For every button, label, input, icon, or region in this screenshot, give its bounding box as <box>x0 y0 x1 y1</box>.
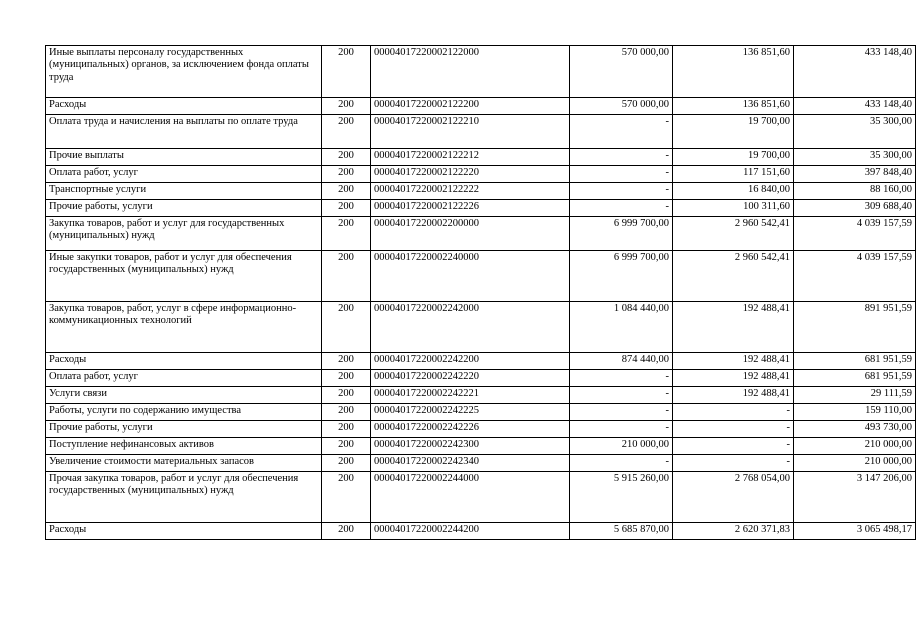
row-label: Прочие выплаты <box>46 149 322 166</box>
row-classification-code: 00004017220002242340 <box>371 455 570 472</box>
row-label: Оплата работ, услуг <box>46 166 322 183</box>
row-executed-amount: 2 960 542,41 <box>673 251 794 302</box>
row-executed-amount: 136 851,60 <box>673 46 794 98</box>
row-line-code: 200 <box>322 115 371 149</box>
row-remaining-amount: 35 300,00 <box>794 115 916 149</box>
row-line-code: 200 <box>322 353 371 370</box>
row-remaining-amount: 681 951,59 <box>794 353 916 370</box>
row-approved-amount: - <box>570 404 673 421</box>
row-label: Оплата труда и начисления на выплаты по оплате труда <box>46 115 322 149</box>
row-approved-amount: 874 440,00 <box>570 353 673 370</box>
row-approved-amount: 570 000,00 <box>570 46 673 98</box>
row-label: Закупка товаров, работ и услуг для государственных (муниципальных) нужд <box>46 217 322 251</box>
row-executed-amount: - <box>673 438 794 455</box>
row-executed-amount: 136 851,60 <box>673 98 794 115</box>
table-body <box>46 46 916 540</box>
row-executed-amount: 100 311,60 <box>673 200 794 217</box>
row-executed-amount: 19 700,00 <box>673 149 794 166</box>
row-classification-code: 00004017220002242225 <box>371 404 570 421</box>
row-executed-amount: - <box>673 455 794 472</box>
row-label: Прочие работы, услуги <box>46 421 322 438</box>
row-label: Оплата работ, услуг <box>46 370 322 387</box>
table-row <box>46 438 916 455</box>
row-executed-amount: 192 488,41 <box>673 302 794 353</box>
row-label: Иные выплаты персоналу государственных (муниципальных) органов, за исключением фонда оплаты труда <box>46 46 322 98</box>
row-label: Расходы <box>46 98 322 115</box>
table-row <box>46 421 916 438</box>
row-remaining-amount: 493 730,00 <box>794 421 916 438</box>
row-classification-code: 00004017220002242300 <box>371 438 570 455</box>
row-classification-code: 00004017220002122222 <box>371 183 570 200</box>
row-label: Прочие работы, услуги <box>46 200 322 217</box>
row-remaining-amount: 681 951,59 <box>794 370 916 387</box>
table-row <box>46 404 916 421</box>
row-approved-amount: - <box>570 166 673 183</box>
row-remaining-amount: 433 148,40 <box>794 46 916 98</box>
row-executed-amount: 2 960 542,41 <box>673 217 794 251</box>
row-executed-amount: - <box>673 421 794 438</box>
row-line-code: 200 <box>322 438 371 455</box>
row-approved-amount: 5 685 870,00 <box>570 523 673 540</box>
row-executed-amount: 192 488,41 <box>673 387 794 404</box>
row-line-code: 200 <box>322 472 371 523</box>
table-row <box>46 217 916 251</box>
row-remaining-amount: 35 300,00 <box>794 149 916 166</box>
row-executed-amount: 192 488,41 <box>673 370 794 387</box>
table-row <box>46 302 916 353</box>
row-label: Расходы <box>46 353 322 370</box>
row-label: Закупка товаров, работ, услуг в сфере информационно-коммуникационных технологий <box>46 302 322 353</box>
table-row <box>46 472 916 523</box>
row-remaining-amount: 4 039 157,59 <box>794 217 916 251</box>
row-approved-amount: - <box>570 370 673 387</box>
row-classification-code: 00004017220002122000 <box>371 46 570 98</box>
row-line-code: 200 <box>322 302 371 353</box>
row-line-code: 200 <box>322 523 371 540</box>
row-classification-code: 00004017220002242200 <box>371 353 570 370</box>
row-classification-code: 00004017220002242226 <box>371 421 570 438</box>
row-classification-code: 00004017220002240000 <box>371 251 570 302</box>
row-classification-code: 00004017220002242000 <box>371 302 570 353</box>
table-row <box>46 46 916 98</box>
table-row <box>46 98 916 115</box>
row-remaining-amount: 29 111,59 <box>794 387 916 404</box>
row-label: Иные закупки товаров, работ и услуг для обеспечения государственных (муниципальных) нужд <box>46 251 322 302</box>
table-row <box>46 370 916 387</box>
row-executed-amount: 117 151,60 <box>673 166 794 183</box>
row-approved-amount: 1 084 440,00 <box>570 302 673 353</box>
table-row <box>46 455 916 472</box>
row-label: Увеличение стоимости материальных запасов <box>46 455 322 472</box>
row-classification-code: 00004017220002244000 <box>371 472 570 523</box>
table-row <box>46 200 916 217</box>
row-executed-amount: 19 700,00 <box>673 115 794 149</box>
row-classification-code: 00004017220002242221 <box>371 387 570 404</box>
row-classification-code: 00004017220002242220 <box>371 370 570 387</box>
row-executed-amount: - <box>673 404 794 421</box>
row-approved-amount: 5 915 260,00 <box>570 472 673 523</box>
row-executed-amount: 192 488,41 <box>673 353 794 370</box>
row-executed-amount: 16 840,00 <box>673 183 794 200</box>
row-remaining-amount: 4 039 157,59 <box>794 251 916 302</box>
row-classification-code: 00004017220002122210 <box>371 115 570 149</box>
row-line-code: 200 <box>322 183 371 200</box>
row-remaining-amount: 397 848,40 <box>794 166 916 183</box>
row-remaining-amount: 891 951,59 <box>794 302 916 353</box>
row-line-code: 200 <box>322 387 371 404</box>
row-remaining-amount: 210 000,00 <box>794 455 916 472</box>
table-row <box>46 251 916 302</box>
row-classification-code: 00004017220002200000 <box>371 217 570 251</box>
row-approved-amount: - <box>570 455 673 472</box>
row-approved-amount: 6 999 700,00 <box>570 217 673 251</box>
row-line-code: 200 <box>322 455 371 472</box>
row-approved-amount: 570 000,00 <box>570 98 673 115</box>
row-line-code: 200 <box>322 149 371 166</box>
row-remaining-amount: 3 065 498,17 <box>794 523 916 540</box>
table-row <box>46 183 916 200</box>
row-approved-amount: - <box>570 149 673 166</box>
row-line-code: 200 <box>322 166 371 183</box>
row-line-code: 200 <box>322 98 371 115</box>
row-label: Работы, услуги по содержанию имущества <box>46 404 322 421</box>
row-classification-code: 00004017220002244200 <box>371 523 570 540</box>
table-row <box>46 115 916 149</box>
row-line-code: 200 <box>322 421 371 438</box>
row-remaining-amount: 159 110,00 <box>794 404 916 421</box>
row-executed-amount: 2 620 371,83 <box>673 523 794 540</box>
row-remaining-amount: 88 160,00 <box>794 183 916 200</box>
row-label: Услуги связи <box>46 387 322 404</box>
row-line-code: 200 <box>322 46 371 98</box>
row-line-code: 200 <box>322 370 371 387</box>
row-line-code: 200 <box>322 251 371 302</box>
row-approved-amount: - <box>570 200 673 217</box>
row-classification-code: 00004017220002122220 <box>371 166 570 183</box>
row-remaining-amount: 309 688,40 <box>794 200 916 217</box>
budget-execution-table <box>45 45 916 540</box>
row-line-code: 200 <box>322 404 371 421</box>
row-approved-amount: - <box>570 183 673 200</box>
row-label: Транспортные услуги <box>46 183 322 200</box>
row-label: Расходы <box>46 523 322 540</box>
row-line-code: 200 <box>322 217 371 251</box>
row-approved-amount: 6 999 700,00 <box>570 251 673 302</box>
row-approved-amount: - <box>570 421 673 438</box>
row-label: Поступление нефинансовых активов <box>46 438 322 455</box>
row-executed-amount: 2 768 054,00 <box>673 472 794 523</box>
table-row <box>46 166 916 183</box>
row-remaining-amount: 433 148,40 <box>794 98 916 115</box>
table-row <box>46 523 916 540</box>
row-approved-amount: - <box>570 387 673 404</box>
row-approved-amount: - <box>570 115 673 149</box>
row-classification-code: 00004017220002122200 <box>371 98 570 115</box>
table-row <box>46 353 916 370</box>
table-row <box>46 149 916 166</box>
row-remaining-amount: 210 000,00 <box>794 438 916 455</box>
row-classification-code: 00004017220002122212 <box>371 149 570 166</box>
table-row <box>46 387 916 404</box>
row-remaining-amount: 3 147 206,00 <box>794 472 916 523</box>
row-approved-amount: 210 000,00 <box>570 438 673 455</box>
row-classification-code: 00004017220002122226 <box>371 200 570 217</box>
row-line-code: 200 <box>322 200 371 217</box>
row-label: Прочая закупка товаров, работ и услуг для обеспечения государственных (муниципальных) нужд <box>46 472 322 523</box>
